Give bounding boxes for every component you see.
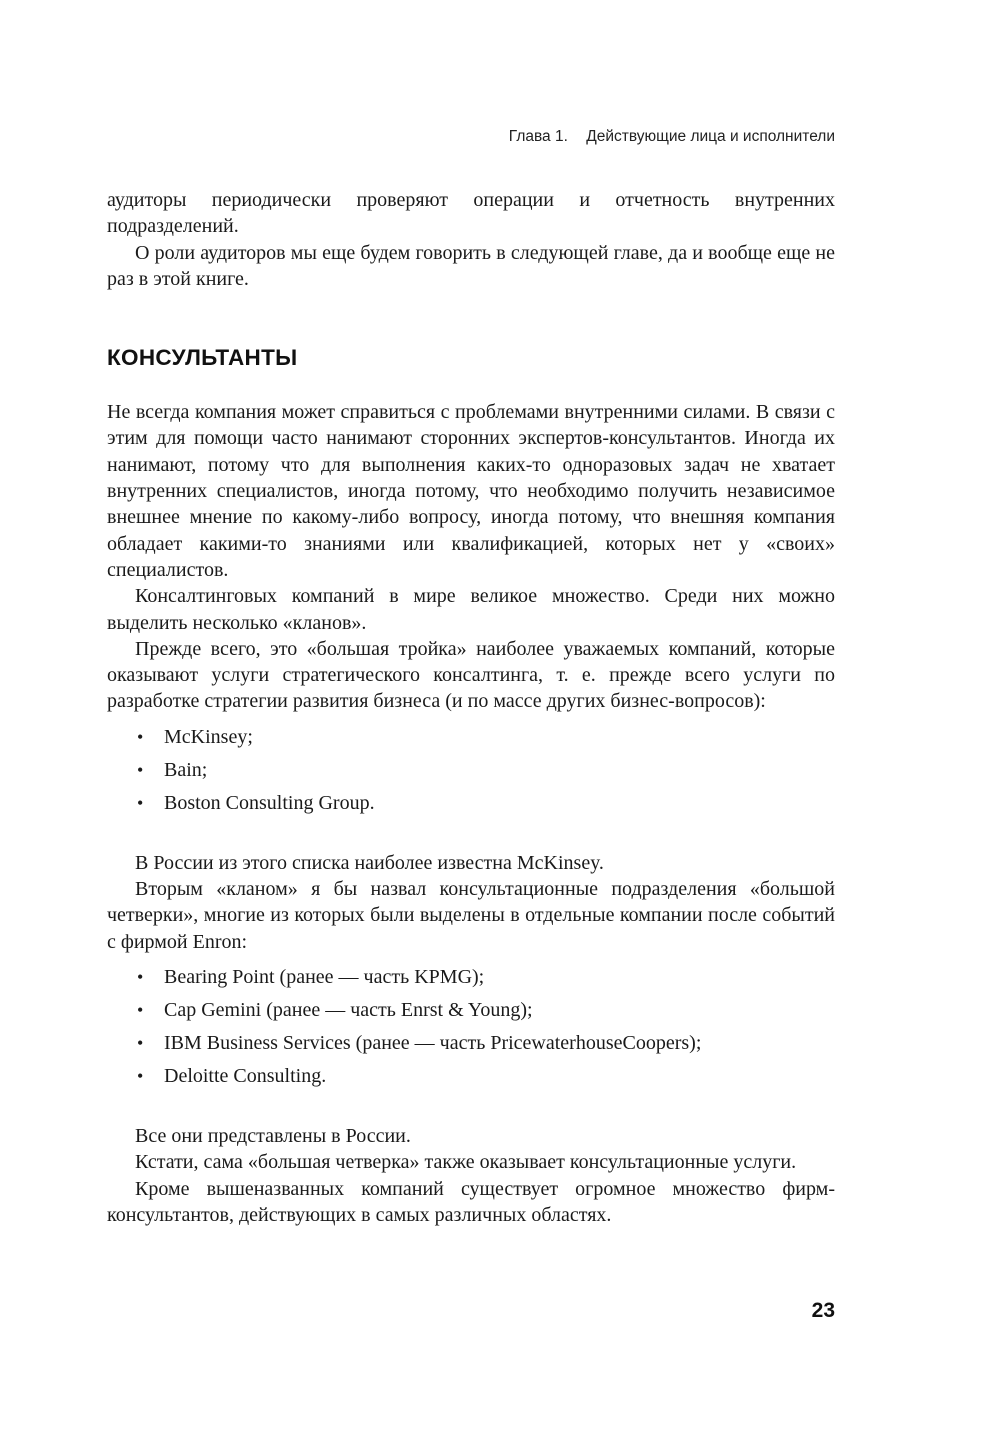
paragraph: Консалтинговых компаний в мире великое множество. Среди них можно выделить несколько «кланов». [107,585,835,634]
list-item [107,961,835,994]
paragraph: Кстати, сама «большая четверка» также оказывает консультационные услуги. [135,1151,797,1174]
paragraph: Кроме вышеназванных компаний существует огромное множество фирм-консультантов, действующих в самых различных областях. [107,1177,835,1226]
paragraph: О роли аудиторов мы еще будем говорить в следующей главе, да и вообще еще не раз в этой книге. [107,241,835,290]
big-four-list [107,961,835,1093]
big-three-list [107,721,835,820]
list-item [107,1027,835,1060]
chapter-label: Глава 1. [508,128,568,145]
paragraph: аудиторы периодически проверяют операции и отчетность внутренних подразделений. [107,189,835,238]
list-item-text: Boston Consulting Group. [164,791,375,814]
bullet-icon: • [137,759,144,780]
list-item [107,1060,835,1093]
paragraph: Прежде всего, это «большая тройка» наиболее уважаемых компаний, которые оказывают услуги стратегического консалтинга, т. е. прежде всего услуги по разработке стратегии развития бизнеса (и по массе других бизнес-вопросов): [107,637,835,713]
list-item-text: Bearing Point (ранее — часть KPMG); [164,965,485,988]
bullet-icon: • [137,726,144,747]
list-item [107,721,835,754]
list-item-text: Bain; [164,758,208,781]
bullet-icon: • [137,792,144,813]
paragraph: Не всегда компания может справиться с проблемами внутренними силами. В связи с этим для помощи часто нанимают сторонних экспертов-консультантов. Иногда их нанимают, потому что для выполнения каких-то одноразовых задач не хватает внутренних специалистов, иногда потому, что необходимо получить независимое внешнее мнение по какому-либо вопросу, иногда потому, что внешняя компания обладает какими-то знаниями или квалификацией, которых нет у «своих» специалистов. [107,401,835,581]
list-item-text: Deloitte Consulting. [164,1064,327,1087]
list-item [107,754,835,787]
chapter-title: Действующие лица и исполнители [586,128,835,145]
running-head [509,128,835,146]
paragraph: В России из этого списка наиболее известна McKinsey. [135,851,604,874]
list-item [107,787,835,820]
list-item-text: IBM Business Services (ранее — часть PricewaterhouseCoopers); [164,1031,702,1054]
paragraph: Вторым «кланом» я бы назвал консультационные подразделения «большой четверки», многие из которых были выделены в отдельные компании после событий с фирмой Enron: [107,878,835,953]
page-body [107,187,835,1228]
list-item-text: McKinsey; [164,725,253,748]
bullet-icon: • [137,1065,144,1086]
bullet-icon: • [137,966,144,987]
page-number: 23 [811,1299,835,1322]
list-item-text: Cap Gemini (ранее — часть Enrst & Young); [164,998,533,1021]
paragraph: Все они представлены в России. [135,1124,411,1147]
bullet-icon: • [137,1032,144,1053]
list-item [107,994,835,1027]
bullet-icon: • [137,999,144,1020]
section-heading: КОНСУЛЬТАНТЫ [107,345,298,371]
